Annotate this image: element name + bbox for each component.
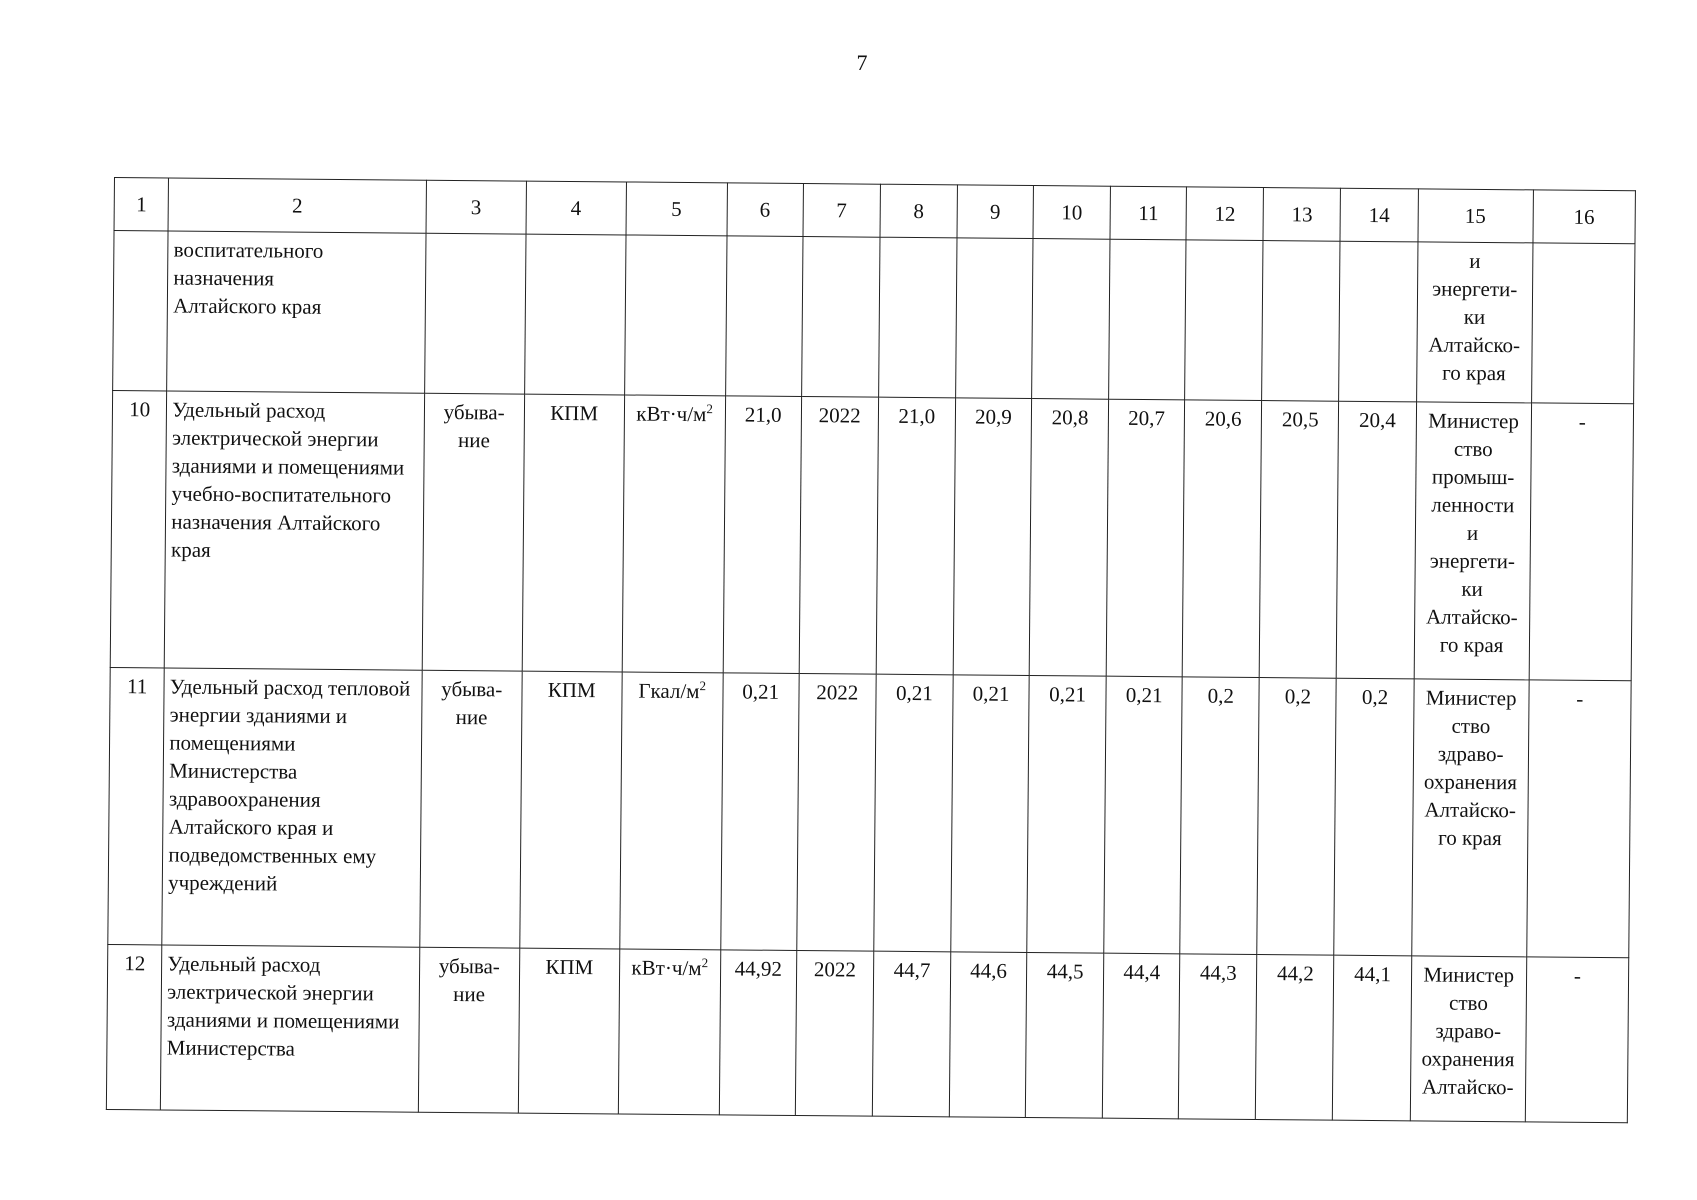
cell-value: 44,4 xyxy=(1102,953,1179,1119)
continuation-row xyxy=(113,231,1635,404)
responsible-line: Алтайско- xyxy=(1425,604,1518,630)
cell-col16: - xyxy=(1525,957,1629,1123)
cell-value: 0,21 xyxy=(1104,676,1182,954)
responsible-line: Министер xyxy=(1425,685,1517,711)
unit-text: Гкал/м xyxy=(638,678,700,704)
direction-line: убыва- xyxy=(443,399,505,425)
cell-base-year: 2022 xyxy=(795,950,874,1116)
header-cell-7: 7 xyxy=(803,184,881,238)
cell-name xyxy=(167,231,426,393)
cell-value: 0,21 xyxy=(874,674,954,952)
cell-value: 20,9 xyxy=(953,398,1031,676)
header-cell-5: 5 xyxy=(626,182,727,236)
cell-responsible xyxy=(1414,402,1532,680)
header-cell-11: 11 xyxy=(1110,186,1187,240)
responsible-line: и xyxy=(1469,248,1481,273)
cell-responsible xyxy=(1411,679,1529,957)
cell-base-value: 21,0 xyxy=(723,396,801,674)
header-cell-13: 13 xyxy=(1263,188,1341,242)
cell-value: 20,7 xyxy=(1106,399,1184,677)
cell-value: 44,3 xyxy=(1179,954,1258,1120)
cell-num: 12 xyxy=(106,944,162,1109)
cell-responsible xyxy=(1416,242,1533,403)
cell-value: 20,8 xyxy=(1029,399,1109,677)
name-line: воспитательного xyxy=(173,237,324,263)
cell-value: 44,6 xyxy=(949,952,1026,1118)
header-cell-16: 16 xyxy=(1533,190,1636,244)
unit-text: кВт·ч/м xyxy=(631,955,702,981)
responsible-line: го края xyxy=(1438,825,1502,851)
direction-line: ние xyxy=(453,981,486,1007)
cell-num: 10 xyxy=(110,390,167,667)
responsible-line: энергети- xyxy=(1429,548,1516,574)
cell-responsible xyxy=(1410,956,1527,1122)
table-row xyxy=(110,390,1633,680)
responsible-line: Министер xyxy=(1423,962,1515,988)
cell-value: 44,2 xyxy=(1256,955,1335,1121)
page-number: 7 xyxy=(856,50,868,75)
responsible-line: го края xyxy=(1442,360,1506,386)
responsible-line: Алтайско- xyxy=(1428,332,1521,358)
cell-value: 0,2 xyxy=(1257,678,1337,956)
name-line: назначения xyxy=(173,265,275,291)
unit-superscript: 2 xyxy=(699,678,707,694)
responsible-line: ство xyxy=(1453,436,1493,462)
cell-value: 20,4 xyxy=(1337,401,1417,679)
cell-unit xyxy=(618,949,720,1115)
header-cell-8: 8 xyxy=(880,184,958,238)
cell-value: 44,5 xyxy=(1025,952,1104,1118)
responsible-line: ство xyxy=(1449,990,1488,1016)
direction-line: убыва- xyxy=(438,953,500,979)
responsible-line: промыш- xyxy=(1431,464,1515,490)
cell-base-year: 2022 xyxy=(799,397,879,675)
responsible-line: охранения xyxy=(1421,1046,1515,1072)
direction-line: убыва- xyxy=(441,676,503,702)
indicators-table xyxy=(106,177,1636,1123)
cell-direction xyxy=(422,393,524,671)
cell-value: 21,0 xyxy=(876,397,956,675)
cell-value: 0,21 xyxy=(1027,676,1107,954)
cell-unit xyxy=(622,395,725,673)
header-cell-3: 3 xyxy=(426,180,526,234)
cell-base-value: 0,21 xyxy=(720,673,798,951)
responsible-line: го края xyxy=(1439,632,1504,658)
responsible-line: ство xyxy=(1451,713,1491,739)
cell-value: 20,6 xyxy=(1182,400,1262,678)
unit-superscript: 2 xyxy=(706,401,714,417)
cell-num: 11 xyxy=(108,667,165,944)
table-row xyxy=(106,944,1628,1122)
cell-value: 0,21 xyxy=(951,675,1029,953)
unit-text: кВт·ч/м xyxy=(636,401,707,427)
header-cell-10: 10 xyxy=(1033,186,1111,240)
cell-name: Удельный расход электрической энергии зданиями и помещениями учебно-воспитательного назначения Алтайского края xyxy=(165,391,425,670)
header-cell-4: 4 xyxy=(526,181,626,235)
header-cell-1: 1 xyxy=(114,178,169,231)
name-line: Алтайского края xyxy=(173,293,322,319)
cell-direction xyxy=(420,670,522,948)
responsible-line: здраво- xyxy=(1437,741,1504,767)
cell-name: Удельный расход электрической энергии зданиями и помещениями Министерства xyxy=(161,945,420,1112)
cell-col16: - xyxy=(1529,403,1634,681)
cell-type: КПМ xyxy=(522,394,624,672)
cell-value: 44,1 xyxy=(1333,955,1412,1121)
cell-value: 20,5 xyxy=(1260,401,1340,679)
cell-value: 0,2 xyxy=(1334,678,1414,956)
header-cell-14: 14 xyxy=(1340,188,1418,242)
responsible-line: Алтайско- xyxy=(1421,1074,1514,1100)
cell-num xyxy=(113,231,169,391)
header-cell-9: 9 xyxy=(957,185,1034,239)
responsible-line: энергети- xyxy=(1432,276,1518,302)
cell-value: 0,2 xyxy=(1180,677,1260,955)
cell-base-value: 44,92 xyxy=(719,950,796,1116)
direction-line: ние xyxy=(455,705,488,730)
unit-superscript: 2 xyxy=(701,955,709,971)
cell-value: 44,7 xyxy=(872,951,951,1117)
responsible-line: Алтайско- xyxy=(1424,797,1517,823)
header-cell-6: 6 xyxy=(727,183,804,237)
responsible-line: здраво- xyxy=(1435,1018,1502,1044)
cell-name: Удельный расход тепловой энергии зданиями и помещениями Министерства здравоохранения Алтайского края и подведомственных ему учреждений xyxy=(162,668,422,947)
responsible-line: ки xyxy=(1463,304,1486,329)
cell-direction xyxy=(418,947,519,1113)
header-cell-2: 2 xyxy=(168,178,426,233)
table-row xyxy=(108,667,1631,957)
responsible-line: ленности xyxy=(1431,492,1515,518)
responsible-line: ки xyxy=(1461,576,1483,601)
responsible-line: охранения xyxy=(1423,769,1518,795)
direction-line: ние xyxy=(457,428,490,453)
header-cell-12: 12 xyxy=(1186,187,1264,241)
header-cell-15: 15 xyxy=(1418,189,1534,243)
cell-base-year: 2022 xyxy=(797,673,877,951)
cell-unit xyxy=(619,672,722,950)
responsible-line: Министер xyxy=(1428,408,1520,434)
cell-col16: - xyxy=(1526,680,1631,958)
responsible-line: и xyxy=(1466,520,1479,545)
cell-type: КПМ xyxy=(518,948,619,1114)
cell-type: КПМ xyxy=(520,671,622,949)
